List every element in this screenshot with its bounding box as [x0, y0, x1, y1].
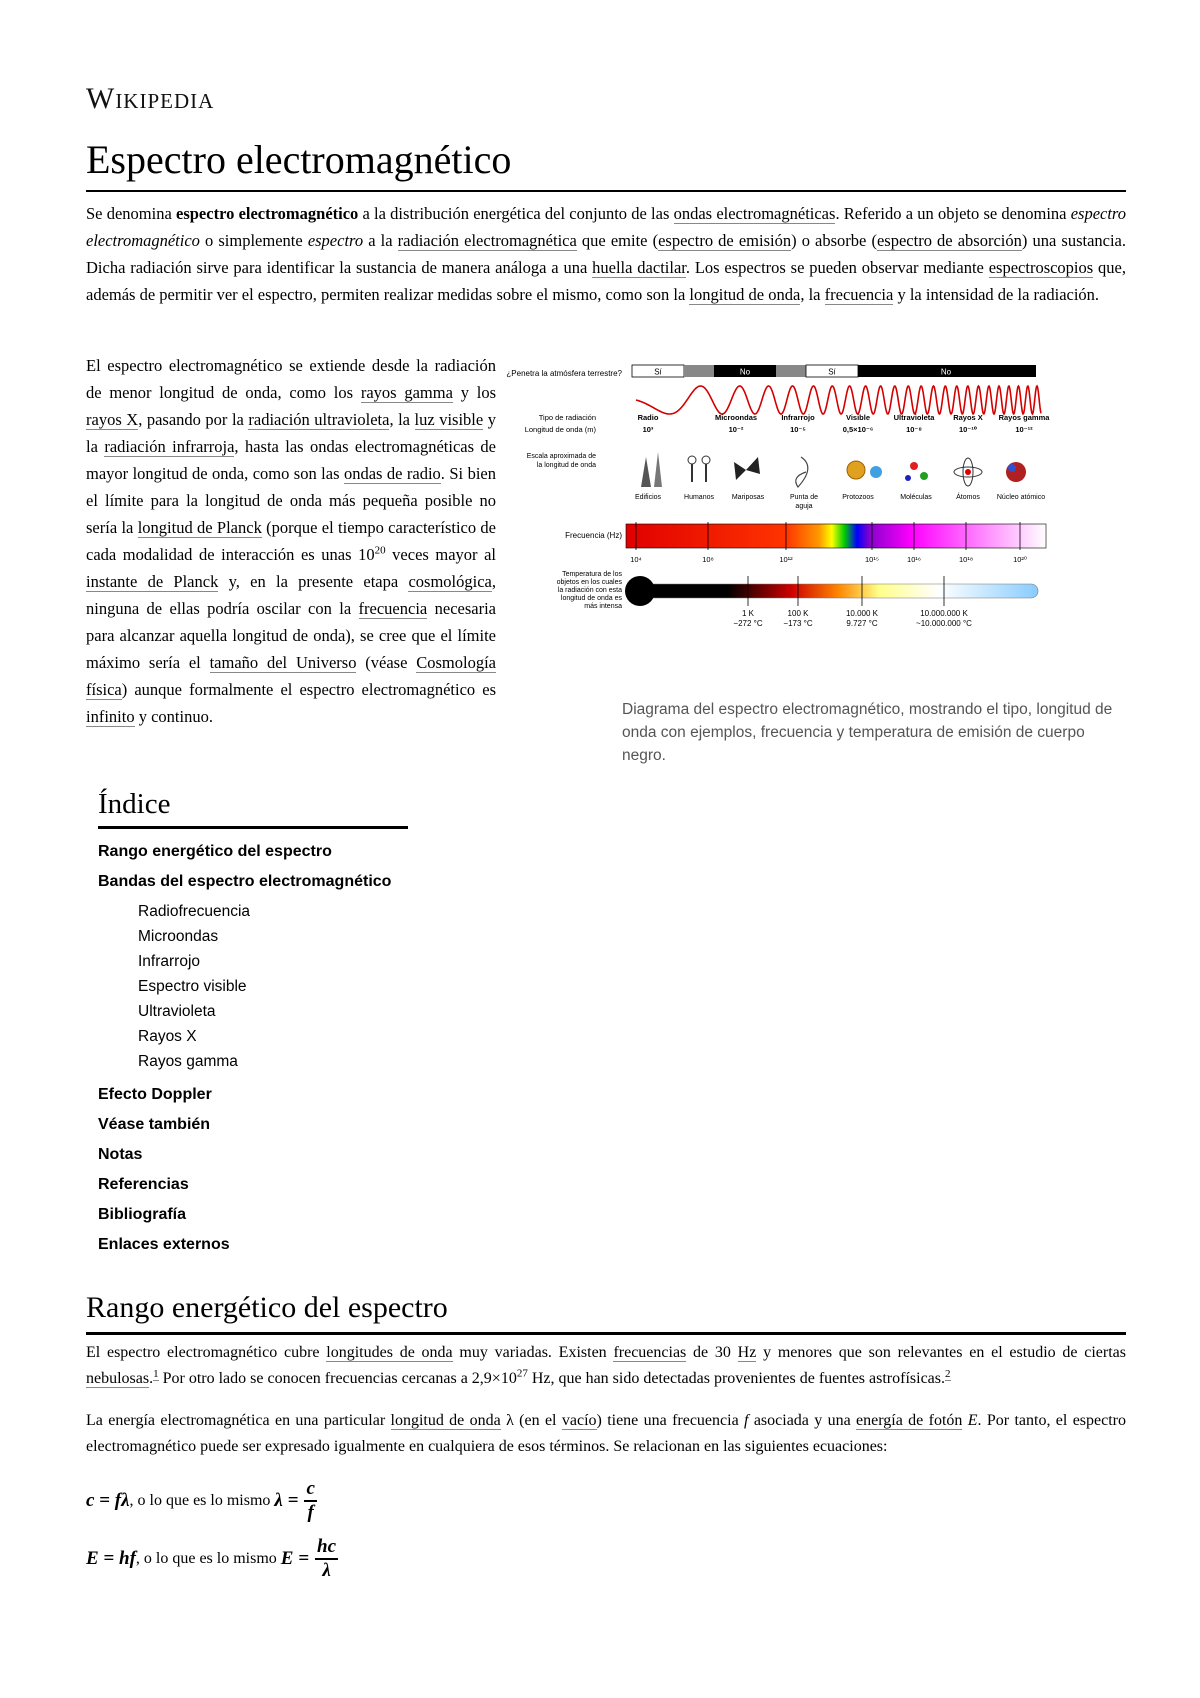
eq2-rhs: E = [280, 1548, 310, 1569]
text: y la [86, 410, 496, 456]
toc-item[interactable]: Efecto Doppler [98, 1086, 212, 1103]
molecule-icon [920, 472, 928, 480]
link-longitud-de-onda-2[interactable]: longitud de onda [390, 1412, 501, 1429]
text: , la [800, 285, 825, 304]
scale-row-label: Escala aproximada de la longitud de onda [526, 453, 596, 469]
temperature-celsius-label: ~10.000.000 °C [916, 619, 972, 628]
text: muy variadas. Existen [452, 1344, 614, 1361]
link-rayos-gamma[interactable]: rayos gamma [360, 383, 453, 402]
link-radiacion-electromagnetica[interactable]: radiación electromagnética [397, 231, 577, 250]
text: (porque el tiempo característico de cada modalidad de interacción es unas 10 [86, 518, 497, 564]
italic-var: E [967, 1412, 978, 1429]
link-infinito[interactable]: infinito [86, 707, 135, 726]
object-label: Mariposas [731, 494, 765, 501]
link-ondas-electromagneticas[interactable]: ondas electromagnéticas [673, 204, 836, 223]
spectrum-range-paragraph [86, 352, 496, 730]
eq1-fraction [304, 1478, 316, 1524]
text: , ninguna de ellas podría oscilar con la [86, 572, 496, 618]
human-icon [688, 456, 696, 464]
eq1-den: f [307, 1502, 314, 1523]
text: asociada y una [748, 1412, 857, 1429]
temperature-celsius-label: 9.727 °C [846, 619, 878, 628]
italic-term: espectro electromagnético [86, 204, 1126, 250]
lead-paragraph [86, 200, 1126, 308]
link-frecuencia-2[interactable]: frecuencia [358, 599, 428, 618]
text: y continuo. [134, 707, 213, 726]
text: y, en la presente etapa [218, 572, 409, 591]
spectrum-figure [506, 362, 1126, 767]
wavelength-label: 10⁻² [728, 425, 744, 434]
italic-term: espectro [307, 231, 364, 250]
section-paragraph-1 [86, 1340, 1126, 1392]
link-frecuencias[interactable]: frecuencias [613, 1344, 687, 1361]
nucleus-icon [1008, 464, 1016, 472]
text: o simplemente [199, 231, 308, 250]
exponent: 20 [374, 544, 386, 557]
text: y los [452, 383, 496, 402]
reference-2[interactable]: 2 [945, 1367, 951, 1380]
object-label: aguja [795, 503, 813, 510]
figure-caption: Diagrama del espectro electromagnético, mostrando el tipo, longitud de onda con ejemplos, frecuencia y temperatura de emisión de cuerpo negro. [622, 701, 1113, 764]
type-row-label: Tipo de radiación [538, 413, 596, 422]
thermometer-bar [640, 584, 1038, 598]
table-of-contents [98, 784, 410, 1260]
thermometer-bulb [625, 576, 655, 606]
frequency-label: 10⁴ [630, 555, 642, 564]
frequency-bar [626, 524, 1046, 548]
toc-subitem[interactable]: Radiofrecuencia [138, 903, 251, 920]
text: veces mayor al [385, 545, 496, 564]
text: El espectro electromagnético se extiende desde la radiación de menor longitud de onda, como los [86, 356, 496, 402]
toc-subitem[interactable]: Rayos gamma [138, 1053, 238, 1070]
link-cosmologica[interactable]: cosmológica [408, 572, 492, 591]
frequency-label: 10⁸ [702, 555, 714, 564]
type-label: Visible [845, 413, 871, 422]
text: a la distribución energética del conjunto de las [358, 204, 674, 223]
temperature-kelvin-label: 100 K [787, 609, 809, 618]
text: necesaria para alcanzar aquella longitud de onda), se cree que el límite máximo sería el [86, 599, 496, 672]
eq1-rhs: λ = [274, 1490, 299, 1511]
wavelength-label: 10⁻⁸ [906, 425, 922, 434]
toc-title: Índice [98, 784, 408, 829]
protozoa-icon [870, 466, 882, 478]
toc-subitem[interactable]: Microondas [138, 928, 219, 945]
text: que, además de permitir ver el espectro, permiten realizar medidas sobre el mismo, como son la [86, 258, 1126, 304]
type-label: Microondas [714, 413, 758, 422]
molecule-icon [910, 462, 918, 470]
text: ) una sustancia. Dicha radiación sirve para identificar la sustancia de manera análoga a una [86, 231, 1127, 277]
text: . [149, 1370, 154, 1387]
protozoa-icon [847, 461, 865, 479]
toc-item[interactable]: Véase también [98, 1116, 211, 1133]
text: Se denomina [86, 204, 177, 223]
object-label: Punta de [789, 494, 819, 501]
text: . Los espectros se pueden observar mediante [685, 258, 989, 277]
link-vacio[interactable]: vacío [561, 1412, 597, 1429]
eq2-fraction [315, 1536, 338, 1582]
temperature-celsius-label: −173 °C [783, 619, 813, 628]
link-longitud-de-onda[interactable]: longitud de onda [689, 285, 801, 304]
eq1-lhs: c = fλ [86, 1490, 130, 1511]
toc-subitem[interactable]: Ultravioleta [138, 1003, 216, 1020]
wavelength-label: 10⁻¹⁰ [958, 425, 978, 434]
temperature-kelvin-label: 10.000.000 K [920, 609, 968, 618]
equation-1 [86, 1476, 1126, 1526]
building-icon [641, 457, 651, 487]
italic-var: f [744, 1412, 749, 1429]
pen-label-0: Sí [654, 367, 662, 377]
temperature-celsius-label: −272 °C [733, 619, 763, 628]
link-nebulosas[interactable]: nebulosas [86, 1370, 150, 1387]
text: y menores que son relevantes en el estudio de ciertas [756, 1344, 1127, 1361]
atm-question: ¿Penetra la atmósfera terrestre? [506, 369, 622, 378]
link-instante-de-planck[interactable]: instante de Planck [86, 572, 219, 591]
type-label: Rayos gamma [998, 413, 1050, 422]
object-label: Átomos [956, 494, 980, 501]
type-label: Rayos X [953, 413, 983, 422]
toc-subitem[interactable]: Infrarrojo [138, 953, 201, 970]
frequency-label: 10¹² [779, 555, 793, 564]
freq-row-label: Frecuencia (Hz) [565, 531, 622, 540]
object-icons [641, 452, 1026, 487]
frequency-label: 10¹⁶ [907, 555, 921, 564]
link-longitudes-de-onda[interactable]: longitudes de onda [326, 1344, 453, 1361]
frequency-label: 10¹⁸ [958, 555, 974, 564]
text: . Por tanto, el espectro electromagnético puede ser expresado igualmente en cualquiera de esos términos. Se relacionan en las siguientes ecuaciones: [86, 1412, 1126, 1455]
atom-icon [965, 469, 971, 475]
link-energia-de-foton[interactable]: energía de fotón [856, 1412, 963, 1429]
pen-partial-2 [776, 365, 806, 377]
building-icon [654, 452, 662, 487]
type-label: Ultravioleta [893, 413, 935, 422]
link-luz-visible[interactable]: luz visible [414, 410, 484, 429]
exponent: 27 [516, 1367, 528, 1380]
text: , la [389, 410, 415, 429]
text: y la intensidad de la radiación. [893, 285, 1100, 304]
link-ondas-de-radio[interactable]: ondas de radio [343, 464, 441, 483]
eq1-num: c [304, 1478, 316, 1502]
molecule-icon [905, 475, 911, 481]
text: Por otro lado se conocen frecuencias cercanas a 2,9×10 [158, 1370, 517, 1387]
spectrum-diagram[interactable] [506, 362, 1126, 692]
human-icon [702, 456, 710, 464]
frequency-label: 10¹⁵ [865, 555, 879, 564]
eq2-den: λ [322, 1560, 331, 1581]
pen-partial-1 [684, 365, 714, 377]
toc-item[interactable]: Enlaces externos [98, 1236, 230, 1253]
link-hz[interactable]: Hz [737, 1344, 757, 1361]
wikipedia-logo[interactable]: Wikipedia [86, 82, 215, 115]
page-title: Espectro electromagnético [86, 136, 1126, 192]
text: (véase [356, 653, 417, 672]
text: ) tiene una frecuencia [596, 1412, 745, 1429]
eq1-mid: , o lo que es lo mismo [129, 1492, 275, 1509]
wavelength-label: 10⁻¹² [1015, 425, 1033, 434]
temperature-kelvin-label: 10.000 K [845, 609, 879, 618]
object-label: Edificios [634, 494, 662, 501]
text: λ (en el [500, 1412, 562, 1429]
toc-subitem[interactable]: Espectro visible [138, 978, 247, 995]
pen-label-1: No [739, 367, 751, 377]
object-labels [635, 492, 1045, 510]
text: Hz, que han sido detectadas provenientes de fuentes astrofísicas. [527, 1370, 945, 1387]
bold-term: espectro electromagnético [176, 204, 359, 223]
link-rayos-x[interactable]: rayos X [86, 410, 139, 429]
text: . Referido a un objeto se denomina [835, 204, 1071, 223]
wave-line [636, 386, 1041, 414]
link-tamano-del-universo[interactable]: tamaño del Universo [209, 653, 357, 672]
needle-icon [796, 457, 808, 487]
link-espectroscopios[interactable]: espectroscopios [988, 258, 1094, 277]
toc-item[interactable]: Notas [98, 1146, 143, 1163]
wavelength-label: 0,5×10⁻⁶ [842, 425, 874, 434]
section-paragraph-2 [86, 1408, 1126, 1460]
wavelength-label: 10³ [642, 425, 654, 434]
frequency-label: 10²⁰ [1013, 555, 1027, 564]
object-label: Protozoos [842, 494, 874, 501]
text: que emite ( [576, 231, 659, 250]
toc-list [98, 837, 410, 1260]
text: , hasta las ondas electromagnéticas de mayor longitud de onda, como son las [86, 437, 496, 483]
link-longitud-de-planck[interactable]: longitud de Planck [137, 518, 262, 537]
text: ) o absorbe ( [791, 231, 877, 250]
wavelength-label: 10⁻⁵ [790, 425, 806, 434]
text: a la [363, 231, 398, 250]
toc-sublist [98, 899, 410, 1074]
temp-row-label: Temperatura de los objetos en los cuales la radiación con esta longitud de onda es más intensa [556, 571, 622, 610]
section-body-rango [86, 1340, 1126, 1584]
type-labels [638, 413, 1051, 422]
toc-item[interactable]: Referencias [98, 1176, 189, 1193]
pen-label-3: No [940, 367, 952, 377]
section-title-rango: Rango energético del espectro [86, 1288, 1126, 1335]
toc-item[interactable]: Rango energético del espectro [98, 843, 332, 860]
wavelength-labels [643, 425, 1034, 434]
object-label: Humanos [684, 494, 714, 501]
link-espectro-emision[interactable]: espectro de emisión [658, 231, 792, 250]
eq2-lhs: E = hf [86, 1548, 136, 1569]
text: ) aunque formalmente el espectro electromagnético es [121, 680, 496, 699]
reference-1[interactable]: 1 [153, 1367, 159, 1380]
toc-item[interactable]: Bibliografía [98, 1206, 187, 1223]
link-frecuencia[interactable]: frecuencia [824, 285, 894, 304]
pen-label-2: Sí [828, 367, 836, 377]
link-cosmologia-fisica[interactable]: Cosmología física [86, 653, 496, 699]
type-label: Radio [637, 413, 659, 422]
eq2-num: hc [315, 1536, 338, 1560]
link-huella-dactilar[interactable]: huella dactilar [592, 258, 686, 277]
toc-subitem[interactable]: Rayos X [138, 1028, 197, 1045]
object-label: Moléculas [900, 494, 932, 501]
link-radiacion-infrarroja[interactable]: radiación infrarroja [104, 437, 235, 456]
text: El espectro electromagnético cubre [86, 1344, 327, 1361]
type-label: Infrarrojo [781, 413, 815, 422]
wavelength-row-label: Longitud de onda (m) [524, 425, 596, 434]
nucleus-icon [1006, 462, 1026, 482]
butterfly-icon [734, 457, 760, 480]
link-radiacion-ultravioleta[interactable]: radiación ultravioleta [248, 410, 390, 429]
text: , pasando por la [138, 410, 249, 429]
object-label: Núcleo atómico [996, 494, 1046, 501]
text: . Si bien el límite para la longitud de onda más pequeña posible no sería la [86, 464, 496, 537]
text: de 30 [686, 1344, 738, 1361]
temperature-kelvin-label: 1 K [741, 609, 755, 618]
text: La energía electromagnética en una particular [86, 1412, 391, 1429]
eq2-mid: , o lo que es lo mismo [135, 1550, 281, 1567]
link-espectro-absorcion[interactable]: espectro de absorción [876, 231, 1022, 250]
equation-2 [86, 1534, 1126, 1584]
toc-item[interactable]: Bandas del espectro electromagnético [98, 873, 392, 890]
